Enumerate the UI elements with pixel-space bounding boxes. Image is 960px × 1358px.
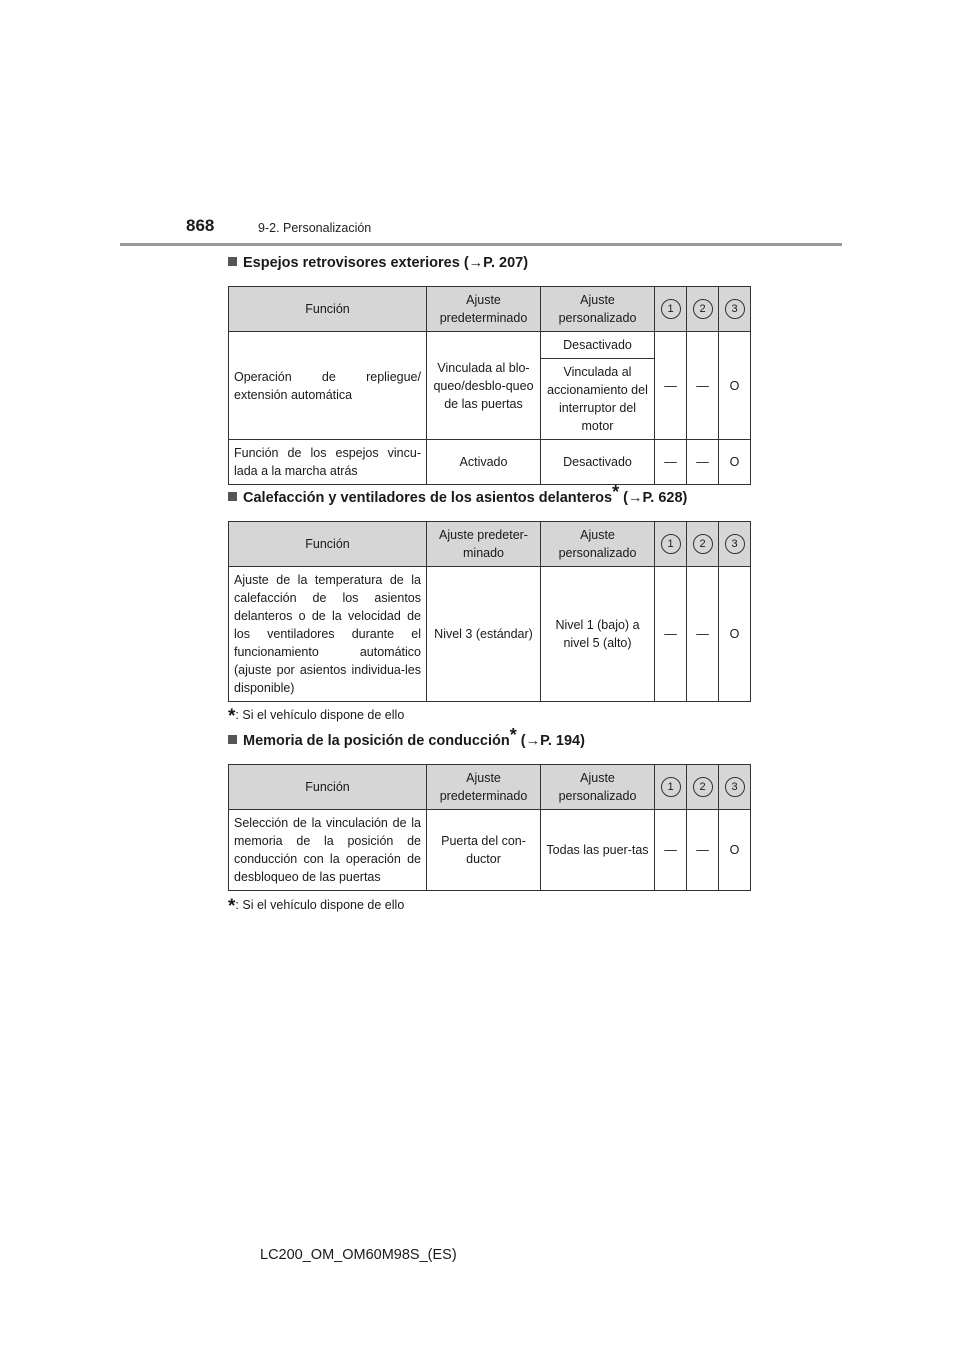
- heading-paren: (: [516, 733, 526, 749]
- cell-3: O: [719, 567, 751, 702]
- cell-2: —: [687, 567, 719, 702]
- col-header-1: [655, 522, 687, 567]
- heading-text: Calefacción y ventiladores de los asientos delanteros: [243, 490, 613, 506]
- table-header-row: [229, 287, 751, 332]
- heading-exterior-mirrors: [228, 255, 528, 271]
- col-header-1: [655, 287, 687, 332]
- heading-text: Memoria de la posición de conducción: [243, 733, 510, 749]
- table-row: [229, 332, 751, 359]
- cell-custom: Todas las puer-tas: [541, 810, 655, 891]
- col-header-default: Ajuste predeterminado: [427, 765, 541, 810]
- cell-1: —: [655, 567, 687, 702]
- circled-1-icon: 1: [661, 299, 681, 319]
- col-header-2: [687, 765, 719, 810]
- cell-3: O: [719, 332, 751, 440]
- page-reference-link[interactable]: P. 207): [483, 255, 529, 271]
- circled-2-icon: 2: [693, 534, 713, 554]
- cell-default: Puerta del con-ductor: [427, 810, 541, 891]
- cell-1: —: [655, 332, 687, 440]
- cell-1: —: [655, 810, 687, 891]
- table-row: [229, 440, 751, 485]
- asterisk-mark: *: [509, 725, 517, 745]
- cell-function: Ajuste de la temperatura de la calefacción de los asientos delanteros o de la velocidad de los ventiladores durante el funcionamiento automático (ajuste por asientos individua-les disponible): [229, 567, 427, 702]
- footnote-text: : Si el vehículo dispone de ello: [235, 708, 405, 722]
- col-header-function: Función: [229, 287, 427, 332]
- table-row: [229, 567, 751, 702]
- col-header-2: [687, 287, 719, 332]
- col-header-3: [719, 522, 751, 567]
- col-header-default: Ajuste predeter-minado: [427, 522, 541, 567]
- asterisk-mark: *: [612, 482, 620, 502]
- table-driving-position-memory: [228, 764, 751, 891]
- cell-custom: Nivel 1 (bajo) a nivel 5 (alto): [541, 567, 655, 702]
- cell-default: Activado: [427, 440, 541, 485]
- col-header-custom: Ajuste personalizado: [541, 765, 655, 810]
- circled-3-icon: 3: [725, 777, 745, 797]
- col-header-function: Función: [229, 765, 427, 810]
- table-row: [229, 810, 751, 891]
- arrow-icon: →: [525, 733, 541, 749]
- cell-custom: Desactivado: [541, 332, 655, 359]
- cell-2: —: [687, 810, 719, 891]
- page-number: 868: [186, 216, 215, 235]
- heading-paren: (: [619, 490, 628, 506]
- bullet-square-icon: [228, 492, 237, 501]
- table-exterior-mirrors: [228, 286, 751, 485]
- cell-function: Selección de la vinculación de la memoria de la posición de conducción con la operación de desbloqueo de las puertas: [229, 810, 427, 891]
- col-header-1: [655, 765, 687, 810]
- col-header-default: Ajuste predeterminado: [427, 287, 541, 332]
- cell-2: —: [687, 332, 719, 440]
- circled-3-icon: 3: [725, 299, 745, 319]
- table-header-row: [229, 765, 751, 810]
- cell-function: Función de los espejos vincu-lada a la marcha atrás: [229, 440, 427, 485]
- heading-driving-position-memory: [228, 725, 585, 749]
- footnote: [228, 706, 404, 728]
- footnote: [228, 896, 404, 918]
- col-header-2: [687, 522, 719, 567]
- asterisk-mark: *: [228, 706, 236, 727]
- heading-text: Espejos retrovisores exteriores (: [243, 255, 469, 271]
- cell-3: O: [719, 810, 751, 891]
- cell-default: Vinculada al blo-queo/desblo-queo de las puertas: [427, 332, 541, 440]
- section-title: 9-2. Personalización: [258, 221, 372, 235]
- circled-1-icon: 1: [661, 777, 681, 797]
- header-rule: [120, 243, 842, 246]
- table-seat-heaters: [228, 521, 751, 702]
- cell-default: Nivel 3 (estándar): [427, 567, 541, 702]
- cell-2: —: [687, 440, 719, 485]
- footnote-text: : Si el vehículo dispone de ello: [235, 898, 405, 912]
- bullet-square-icon: [228, 257, 237, 266]
- bullet-square-icon: [228, 735, 237, 744]
- col-header-custom: Ajuste personalizado: [541, 522, 655, 567]
- heading-seat-heaters: [228, 482, 688, 506]
- page-reference-link[interactable]: P. 628): [642, 490, 688, 506]
- footer-code: LC200_OM_OM60M98S_(ES): [260, 1247, 457, 1263]
- arrow-icon: →: [468, 255, 484, 271]
- cell-custom: Desactivado: [541, 440, 655, 485]
- col-header-3: [719, 765, 751, 810]
- col-header-function: Función: [229, 522, 427, 567]
- table-header-row: [229, 522, 751, 567]
- page-reference-link[interactable]: P. 194): [540, 733, 585, 749]
- circled-2-icon: 2: [693, 777, 713, 797]
- circled-1-icon: 1: [661, 534, 681, 554]
- col-header-3: [719, 287, 751, 332]
- cell-function: Operación de repliegue/ extensión automática: [229, 332, 427, 440]
- arrow-icon: →: [627, 490, 643, 506]
- circled-2-icon: 2: [693, 299, 713, 319]
- col-header-custom: Ajuste personalizado: [541, 287, 655, 332]
- circled-3-icon: 3: [725, 534, 745, 554]
- asterisk-mark: *: [228, 896, 236, 917]
- cell-3: O: [719, 440, 751, 485]
- cell-custom: Vinculada al accionamiento del interruptor del motor: [541, 359, 655, 440]
- cell-1: —: [655, 440, 687, 485]
